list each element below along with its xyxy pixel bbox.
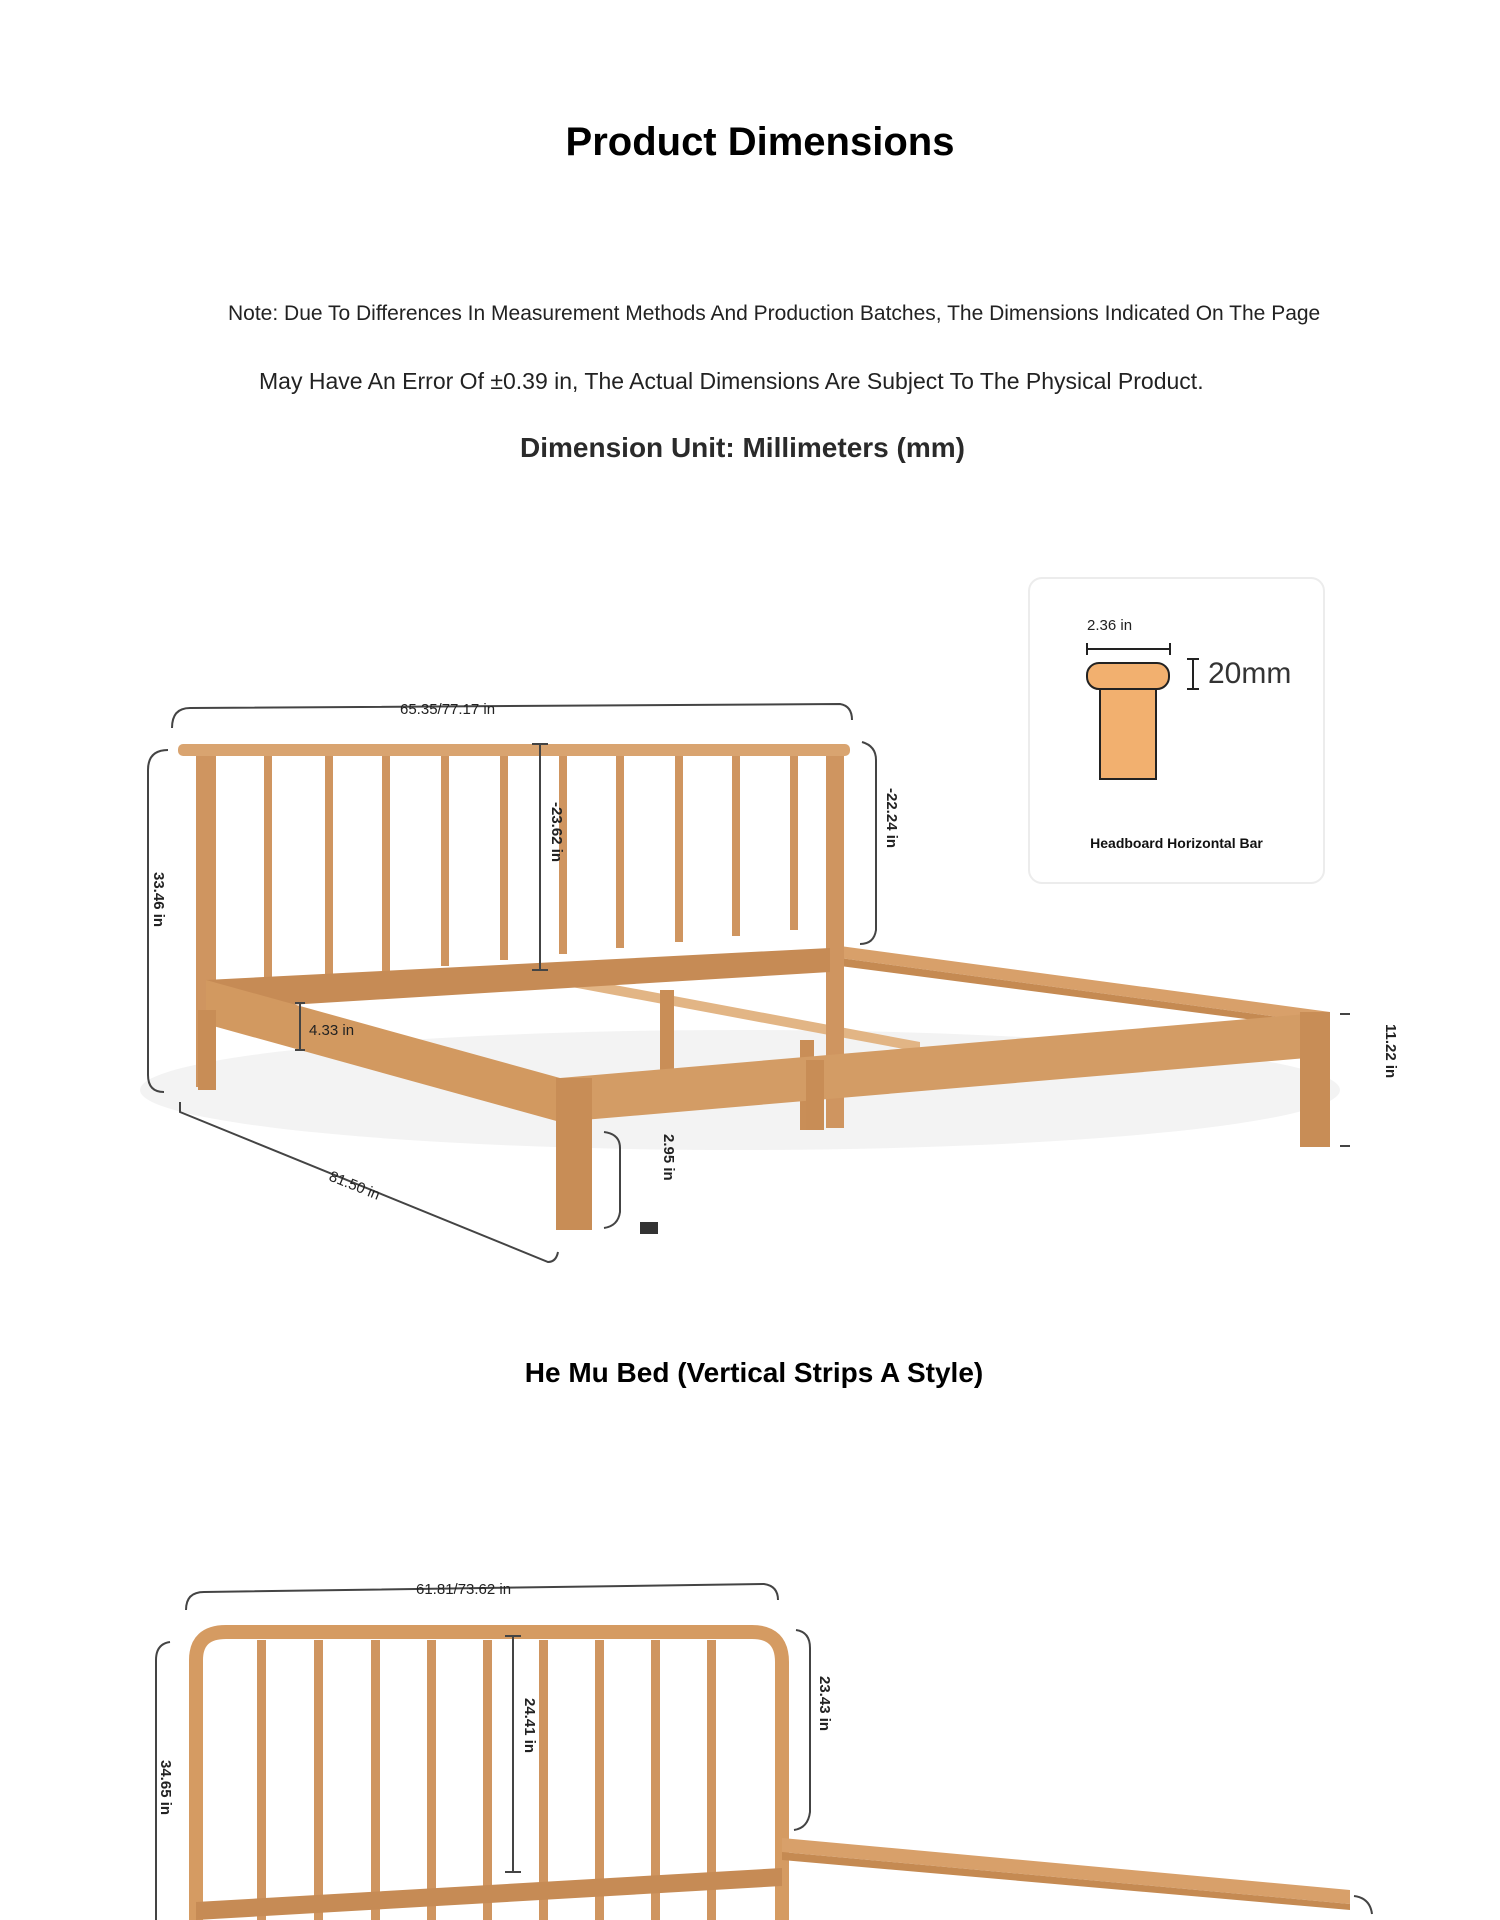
- bar-thickness-label: 20mm: [1208, 657, 1292, 690]
- bed-1-length-label: 81.50 in: [326, 1167, 383, 1204]
- bed-2-width-label: 61.81/73.62 in: [416, 1581, 512, 1598]
- page-title: Product Dimensions: [565, 120, 955, 164]
- dimension-unit: Dimension Unit: Millimeters (mm): [520, 432, 965, 463]
- bed-1-clearance-label: 2.95 in: [660, 1134, 677, 1181]
- bed-1-frame-height-label: 11.22 in: [1382, 1024, 1399, 1079]
- bed-1-height-label: 33.46 in: [150, 872, 167, 928]
- bed-2-height-label: 34.65 in: [157, 1760, 174, 1816]
- headboard-bar-label: Headboard Horizontal Bar: [1090, 835, 1263, 851]
- bed-1-slat-height-label: -23.62 in: [548, 802, 565, 863]
- bed-1-headboard-height-label: -22.24 in: [883, 788, 900, 849]
- bar-width-label: 2.36 in: [1087, 617, 1133, 634]
- bed-1-width-label: 65.35/77.17 in: [400, 701, 496, 718]
- measurement-note-line-1: Note: Due To Differences In Measurement Methods And Production Batches, The Dimensions Indicated On The Page: [228, 302, 1321, 325]
- bed-1-rail-height-label: 4.33 in: [309, 1022, 355, 1039]
- bed-2-headboard-height-label: 23.43 in: [816, 1676, 833, 1732]
- bed-1-caption: He Mu Bed (Vertical Strips A Style): [524, 1357, 984, 1388]
- bed-2-slat-height-label: 24.41 in: [521, 1698, 538, 1754]
- measurement-note-line-2: May Have An Error Of ±0.39 in, The Actual Dimensions Are Subject To The Physical Product.: [259, 368, 1204, 394]
